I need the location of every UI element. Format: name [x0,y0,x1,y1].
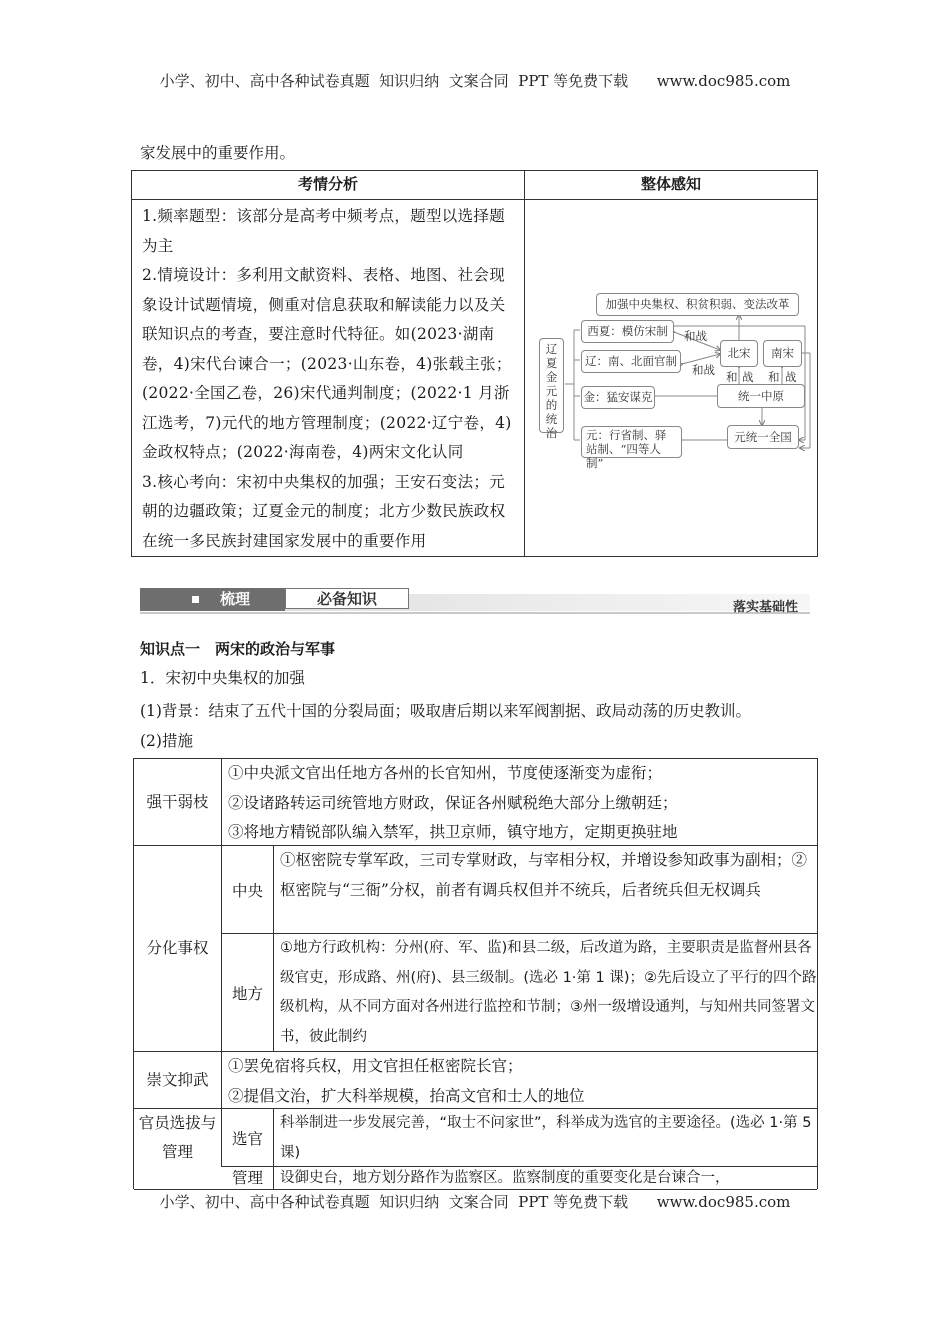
edge-label-ns-left: 和 [726,370,738,384]
table-row-divide-power [134,846,817,1052]
category-cell: 分化事权 [134,846,222,1051]
footer-watermark: 小学、初中、高中各种试卷真题 知识归纳 文案合同 PPT 等免费下载 www.doc985.com [159,1193,791,1211]
content-cell [222,759,817,848]
diagram-root-node [539,338,564,440]
diagram-node-unify-central: 统一中原 [717,384,805,408]
subrow-local [222,934,817,1051]
band-dark-tab [140,588,285,611]
root-label: 辽夏金元的统治 [545,342,558,440]
item-text: ②设诸路转运司统管地方财政，保证各州赋税绝大部分上缴朝廷； [228,793,678,812]
subrow-selection [222,1109,817,1167]
edge-label-xixia: 和战 [684,329,707,343]
subrow-central [222,846,817,934]
table-row-civil-over-military [134,1052,817,1109]
analysis-item-1: 1.频率题型：该部分是高考中频考点，题型以选择题为主 [142,207,505,255]
edge-label-ns-right: 战 [742,370,754,384]
sub-category-cell: 选官 [222,1109,274,1166]
sub-category-cell: 中央 [222,846,274,933]
analysis-item-2: 2.情境设计：多利用文献资料、表格、地图、社会现象设计试题情境，侧重对信息获取和解读能力以及关联知识点的考查，要注意时代特征。如(2023·湖南卷，4)宋代台谏合一；(2023·山东卷，4)张载主张；(2022·全国乙卷，26)宋代通判制度；(2022·1 月浙江选考，7)元代的地方管理制度；(2022·辽宁卷，4)金政权特点；(2022·海南卷，4)两宋文化认同 [142,266,512,461]
header-overview: 整体感知 [525,171,817,200]
item-text: ①中央派文官出任地方各州的长官知州，节度使逐渐变为虚衔； [228,764,663,782]
diagram-node-south-song: 南宋 [763,340,802,367]
content-cell: 科举制进一步发展完善，“取士不问家世”，科举成为选官的主要途径。(选必 1·第 5 课) [280,1115,812,1161]
analysis-item-3: 3.核心考向：宋初中央集权的加强；王安石变法；元朝的边疆政策；辽夏金元的制度；北方少数民族政权在统一多民族封建国家发展中的重要作用 [142,472,506,550]
diagram-branch-yuan: 元：行省制、驿站制、“四等人制” [581,426,682,458]
item-text: ②提倡文治，扩大科举规模，抬高文官和士人的地位 [228,1086,585,1105]
diagram-node-yuan-unify: 元统一全国 [727,425,799,449]
measures-label: (2)措施 [140,732,193,750]
header-analysis: 考情分析 [132,171,525,200]
analysis-cell [132,200,525,556]
measures-table [133,758,818,1189]
item-text: ③将地方精锐部队编入禁军，拱卫京师，镇守地方，定期更换驻地 [228,823,678,841]
knowledge-point-subtitle: 1．宋初中央集权的加强 [140,669,305,687]
content-cell [222,1052,817,1111]
subrow-management [222,1167,817,1190]
edge-label-liao: 和战 [692,363,715,377]
band-right-label: 落实基础性 [732,600,798,615]
band-underline [140,612,810,614]
diagram-branch-jin: 金：猛安谋克 [581,386,655,409]
content-cell: ①地方行政机构：分州(府、军、监)和县二级，后改道为路，主要职责是监督州县各级官吏，形成路、州(府)、县三级制。(选必 1·第 1 课)；②先后设立了平行的四个路级机构，从不同方面对各州进行监控和节制；③州一级增设通判，与知州共同签署文书，彼此制约 [280,940,817,1045]
band-dark-label: 梳理 [220,590,251,608]
lead-text: 家发展中的重要作用。 [140,144,296,162]
header-watermark: 小学、初中、高中各种试卷真题 知识归纳 文案合同 PPT 等免费下载 www.doc985.com [159,72,791,90]
band-white-tab: 必备知识 [285,588,409,609]
table-row-official-selection [134,1109,817,1190]
sub-category-cell: 地方 [222,934,274,1051]
category-cell [134,1109,222,1167]
background-text: (1)背景：结束了五代十国的分裂局面；吸取唐后期以来军阀割据、政局动荡的历史教训。 [140,702,751,720]
item-text: ①罢免宿将兵权，用文官担任枢密院长官； [228,1057,523,1075]
category-cell: 崇文抑武 [134,1052,222,1108]
table-row-strong-trunk [134,759,817,846]
sub-category-cell: 管理 [222,1167,274,1190]
category-label: 官员选拔与管理 [138,1114,217,1161]
concept-diagram [534,290,816,470]
square-bullet-icon [192,596,199,603]
content-cell: ①枢密院专掌军政，三司专掌财政，与宰相分权，并增设参知政事为副相；②枢密院与“三衙”分权，前者有调兵权但并不统兵，后者统兵但无权调兵 [280,851,808,899]
diagram-branch-liao: 辽：南、北面官制 [581,350,681,373]
content-cell: 设御史台，地方划分路作为监察区。监察制度的重要变化是台谏合一， [280,1170,730,1186]
knowledge-point-title: 知识点一 两宋的政治与军事 [140,640,336,658]
diagram-top-node: 加强中央集权、积贫积弱、变法改革 [596,293,799,316]
section-band [140,588,810,614]
edge-label-ss-right: 战 [785,370,797,384]
diagram-branch-xixia: 西夏：模仿宋制 [581,320,674,343]
diagram-node-north-song: 北宋 [720,340,758,367]
category-cell: 强干弱枝 [134,759,222,845]
edge-label-ss-left: 和 [768,370,780,384]
